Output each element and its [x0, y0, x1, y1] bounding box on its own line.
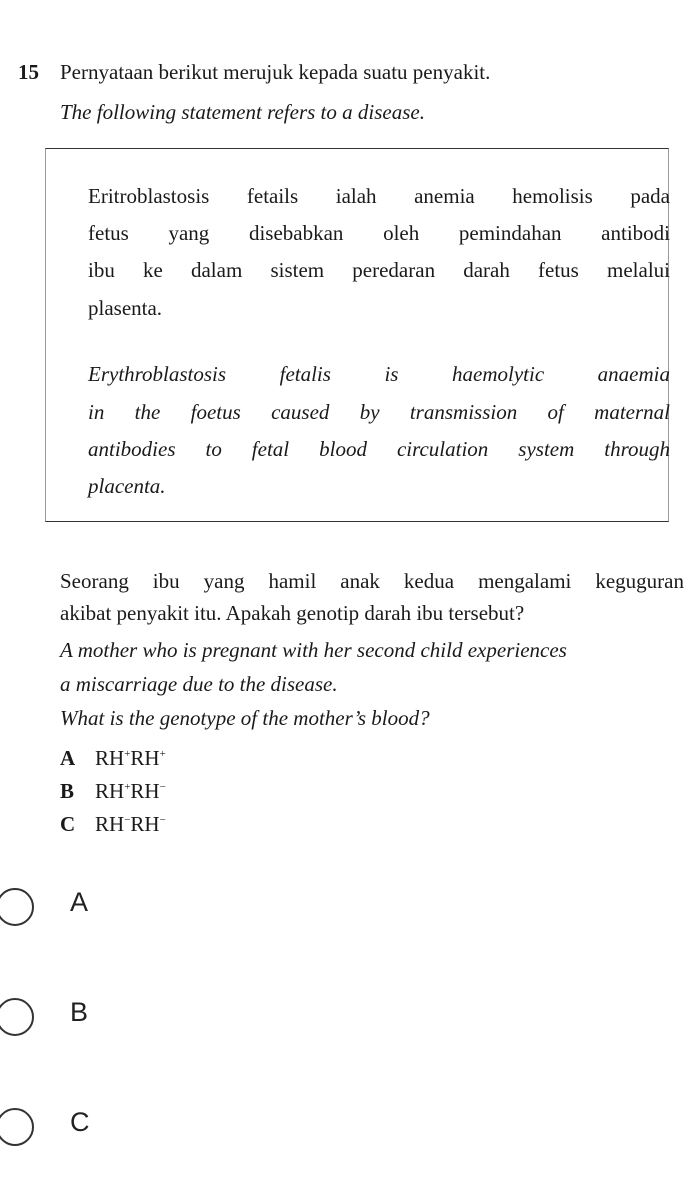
radio-button-icon[interactable]: [0, 998, 34, 1036]
body-english-line: a miscarriage due to the disease.: [60, 672, 338, 696]
box-malay-line: Eritroblastosis fetails ialah anemia hemolisis pada: [88, 184, 670, 208]
option-a: [60, 746, 166, 771]
option-b: [60, 779, 166, 804]
question-stem-malay: Pernyataan berikut merujuk kepada suatu penyakit.: [60, 60, 491, 84]
radio-button-icon[interactable]: [0, 888, 34, 926]
question-stem-english: The following statement refers to a disease.: [60, 100, 425, 124]
box-malay-line: plasenta.: [88, 296, 163, 320]
option-letter: C: [60, 812, 76, 836]
box-english-line: antibodies to fetal blood circulation system through: [88, 437, 670, 461]
box-malay-line: fetus yang disebabkan oleh pemindahan antibodi: [88, 221, 670, 245]
answer-label: B: [70, 997, 89, 1027]
radio-button-icon[interactable]: [0, 1108, 34, 1146]
genotype: RH+RH+: [95, 746, 166, 770]
box-english-line: placenta.: [88, 474, 166, 498]
answer-choice-b[interactable]: [0, 980, 686, 1060]
box-malay-line: ibu ke dalam sistem peredaran darah fetus melalui: [88, 258, 670, 282]
answer-choice-a[interactable]: [0, 870, 686, 950]
genotype: RH−RH−: [95, 812, 166, 836]
body-malay-line: akibat penyakit itu. Apakah genotip darah ibu tersebut?: [60, 601, 525, 625]
option-c: [60, 812, 166, 837]
answer-label: C: [70, 1107, 90, 1137]
body-english-line: A mother who is pregnant with her second child experiences: [60, 638, 567, 662]
answer-label: A: [70, 887, 89, 917]
answer-choice-c[interactable]: [0, 1090, 686, 1170]
genotype: RH+RH−: [95, 779, 166, 803]
box-english-line: in the foetus caused by transmission of maternal: [88, 400, 670, 424]
box-english-line: Erythroblastosis fetalis is haemolytic anaemia: [88, 362, 670, 386]
body-malay-line: Seorang ibu yang hamil anak kedua mengalami keguguran: [60, 569, 684, 593]
option-letter: B: [60, 779, 75, 803]
body-english-line: What is the genotype of the mother’s blood?: [60, 706, 430, 730]
option-letter: A: [60, 746, 76, 770]
question-number: 15: [18, 60, 39, 84]
